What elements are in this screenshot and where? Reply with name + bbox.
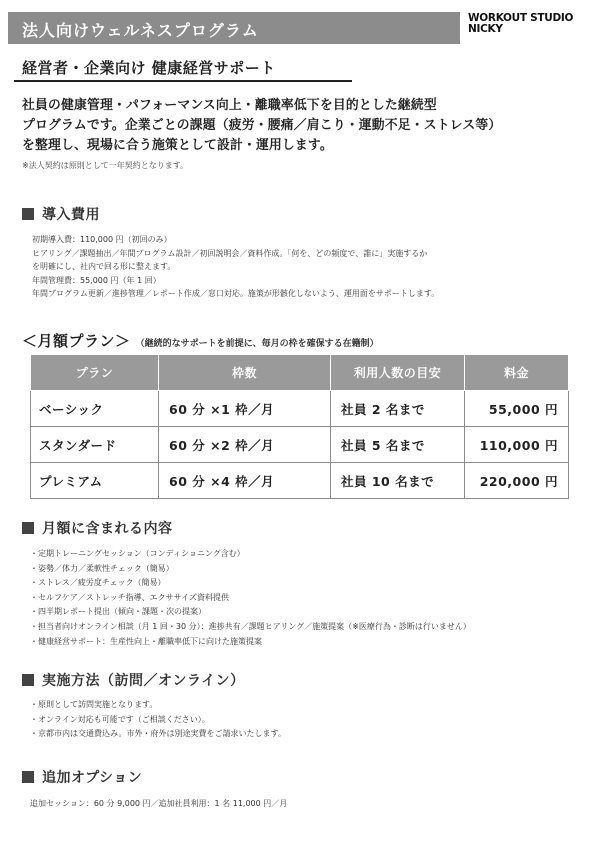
- list-item: ・原則として訪問実施となります。: [30, 700, 158, 709]
- square-bullet-icon: [22, 674, 34, 686]
- list-item: ・ストレス／疲労度チェック（簡易）: [30, 578, 166, 588]
- logo-line-1: WORKOUT STUDIO: [468, 12, 574, 24]
- plan-users: 社員 2 名まで: [331, 391, 465, 427]
- plans-title-main: ＜月額プラン＞: [22, 332, 131, 350]
- list-item: ・担当者向けオンライン相談（月 1 回・30 分）：進捗共有／課題ヒアリング／施策提案（※医療行為・診断は行いません）: [30, 621, 471, 631]
- plan-name: スタンダード: [31, 427, 159, 463]
- section-title: 月額に含まれる内容: [42, 521, 173, 537]
- header-title: 法人向けウェルネスプログラム: [22, 21, 259, 40]
- plan-slots: 60 分 ×2 枠／月: [159, 427, 331, 463]
- text-line: を明確にし、社内で回る形に整えます。: [32, 262, 176, 272]
- logo-line-2: NICKY: [468, 23, 503, 35]
- plan-slots: 60 分 ×1 枠／月: [159, 391, 331, 427]
- column-header: 料金: [465, 355, 569, 391]
- plans-table: [30, 354, 569, 499]
- column-header: プラン: [31, 355, 159, 391]
- list-item: ・京都市内は交通費込み。市外・府外は別途実費をご請求いたします。: [30, 729, 286, 739]
- list-item: ・定期トレーニングセッション（コンディショニング含む）: [30, 549, 245, 558]
- list-item: ・四半期レポート提出（傾向・課題・次の提案）: [30, 607, 206, 617]
- plan-name: ベーシック: [31, 391, 159, 427]
- options-text: 追加セッション：60 分 9,000 円／追加社員利用：1 名 11,000 円／月: [30, 799, 288, 808]
- list-item: ・健康経営サポート：生産性向上・離職率低下に向けた施策提案: [30, 636, 262, 646]
- table-row: [31, 427, 569, 463]
- list-item: ・オンライン対応も可能です（ご相談ください）。: [30, 714, 210, 724]
- lead-line: を整理し、現場に合う施策として設計・運用します。: [22, 138, 333, 153]
- square-bullet-icon: [22, 208, 34, 220]
- section-heading-options: [22, 767, 142, 787]
- text-line: 初期導入費：110,000 円（初回のみ）: [32, 235, 172, 244]
- plans-title-note: （継続的なサポートを前提に、毎月の枠を確保する在籍制）: [135, 339, 379, 349]
- section-title: 導入費用: [42, 207, 100, 223]
- plan-price: 55,000 円: [465, 391, 569, 427]
- section-heading-method: [22, 670, 245, 690]
- plan-price: 110,000 円: [465, 427, 569, 463]
- included-list: [30, 547, 471, 649]
- square-bullet-icon: [22, 522, 34, 534]
- lead-line: プログラムです。企業ごとの課題（疲労・腰痛／肩こり・運動不足・ストレス等）: [22, 118, 502, 133]
- section-title: 追加オプション: [42, 770, 143, 786]
- plan-users: 社員 5 名まで: [331, 427, 465, 463]
- intro-cost-text: [32, 233, 582, 301]
- list-item: ・セルフケア／ストレッチ指導、エクササイズ資料提供: [30, 592, 230, 602]
- subtitle: 経営者・企業向け 健康経営サポート: [14, 56, 352, 82]
- section-heading-intro-cost: [22, 204, 100, 224]
- lead-paragraph: [22, 96, 587, 156]
- column-header: 枠数: [159, 355, 331, 391]
- contract-note: ※法人契約は原則として一年契約となります。: [22, 161, 189, 170]
- list-item: ・姿勢／体力／柔軟性チェック（簡易）: [30, 563, 174, 573]
- text-line: ヒアリング／課題抽出／年間プログラム設計／初回説明会／資料作成。「何を、どの頻度で、誰に」実施するか: [32, 248, 428, 258]
- plan-price: 220,000 円: [465, 463, 569, 499]
- lead-line: 社員の健康管理・パフォーマンス向上・離職率低下を目的とした継続型: [22, 98, 437, 113]
- method-list: [30, 698, 286, 742]
- text-line: 年間管理費：55,000 円（年 1 回）: [32, 275, 161, 285]
- column-header: 利用人数の目安: [331, 355, 465, 391]
- plan-name: プレミアム: [31, 463, 159, 499]
- square-bullet-icon: [22, 771, 34, 783]
- table-header-row: [31, 355, 569, 391]
- plan-users: 社員 10 名まで: [331, 463, 465, 499]
- header-band: [8, 12, 460, 44]
- studio-logo: [468, 13, 590, 35]
- table-row: [31, 391, 569, 427]
- text-line: 年間プログラム更新／進捗管理／レポート作成／窓口対応。施策が形骸化しないよう、運用面をサポートします。: [32, 289, 440, 299]
- section-title: 実施方法（訪問／オンライン）: [42, 673, 245, 689]
- table-row: [31, 463, 569, 499]
- plans-title: [22, 330, 379, 351]
- plan-slots: 60 分 ×4 枠／月: [159, 463, 331, 499]
- section-heading-included: [22, 518, 173, 538]
